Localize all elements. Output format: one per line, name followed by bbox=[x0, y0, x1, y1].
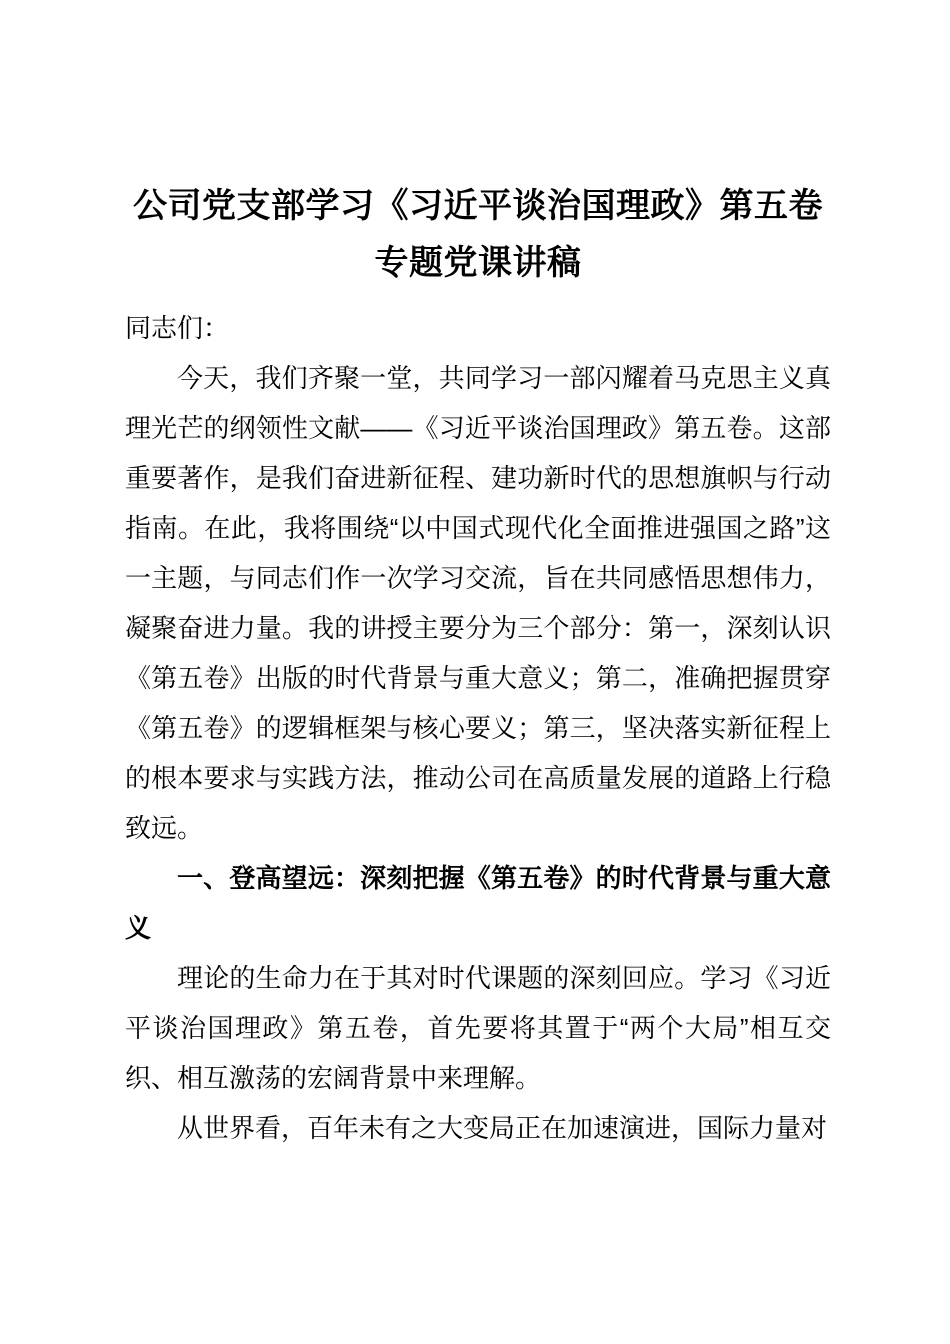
document-content bbox=[125, 0, 831, 1153]
document-title: 公司党支部学习《习近平谈治国理政》第五卷专题党课讲稿 bbox=[133, 187, 823, 282]
salutation-line: 同志们： bbox=[125, 313, 230, 343]
section-heading-1: 一、登高望远：深刻把握《第五卷》的时代背景与重大意义 bbox=[125, 863, 831, 943]
paragraph-theory: 理论的生命力在于其对时代课题的深刻回应。学习《习近平谈治国理政》第五卷，首先要将其置于“两个大局”相互交织、相互激荡的宏阔背景中来理解。 bbox=[125, 963, 831, 1093]
paragraph-world-view: 从世界看，百年未有之大变局正在加速演进，国际力量对 bbox=[177, 1113, 828, 1143]
paragraph-intro: 今天，我们齐聚一堂，共同学习一部闪耀着马克思主义真理光芒的纲领性文献——《习近平谈治国理政》第五卷。这部重要著作，是我们奋进新征程、建功新时代的思想旗帜与行动指南。在此，我将围绕“以中国式现代化全面推进强国之路”这一主题，与同志们作一次学习交流，旨在共同感悟思想伟力，凝聚奋进力量。我的讲授主要分为三个部分：第一，深刻认识《第五卷》出版的时代背景与重大意义；第二，准确把握贯穿《第五卷》的逻辑框架与核心要义；第三，坚决落实新征程上的根本要求与实践方法，推动公司在高质量发展的道路上行稳致远。 bbox=[125, 363, 831, 843]
